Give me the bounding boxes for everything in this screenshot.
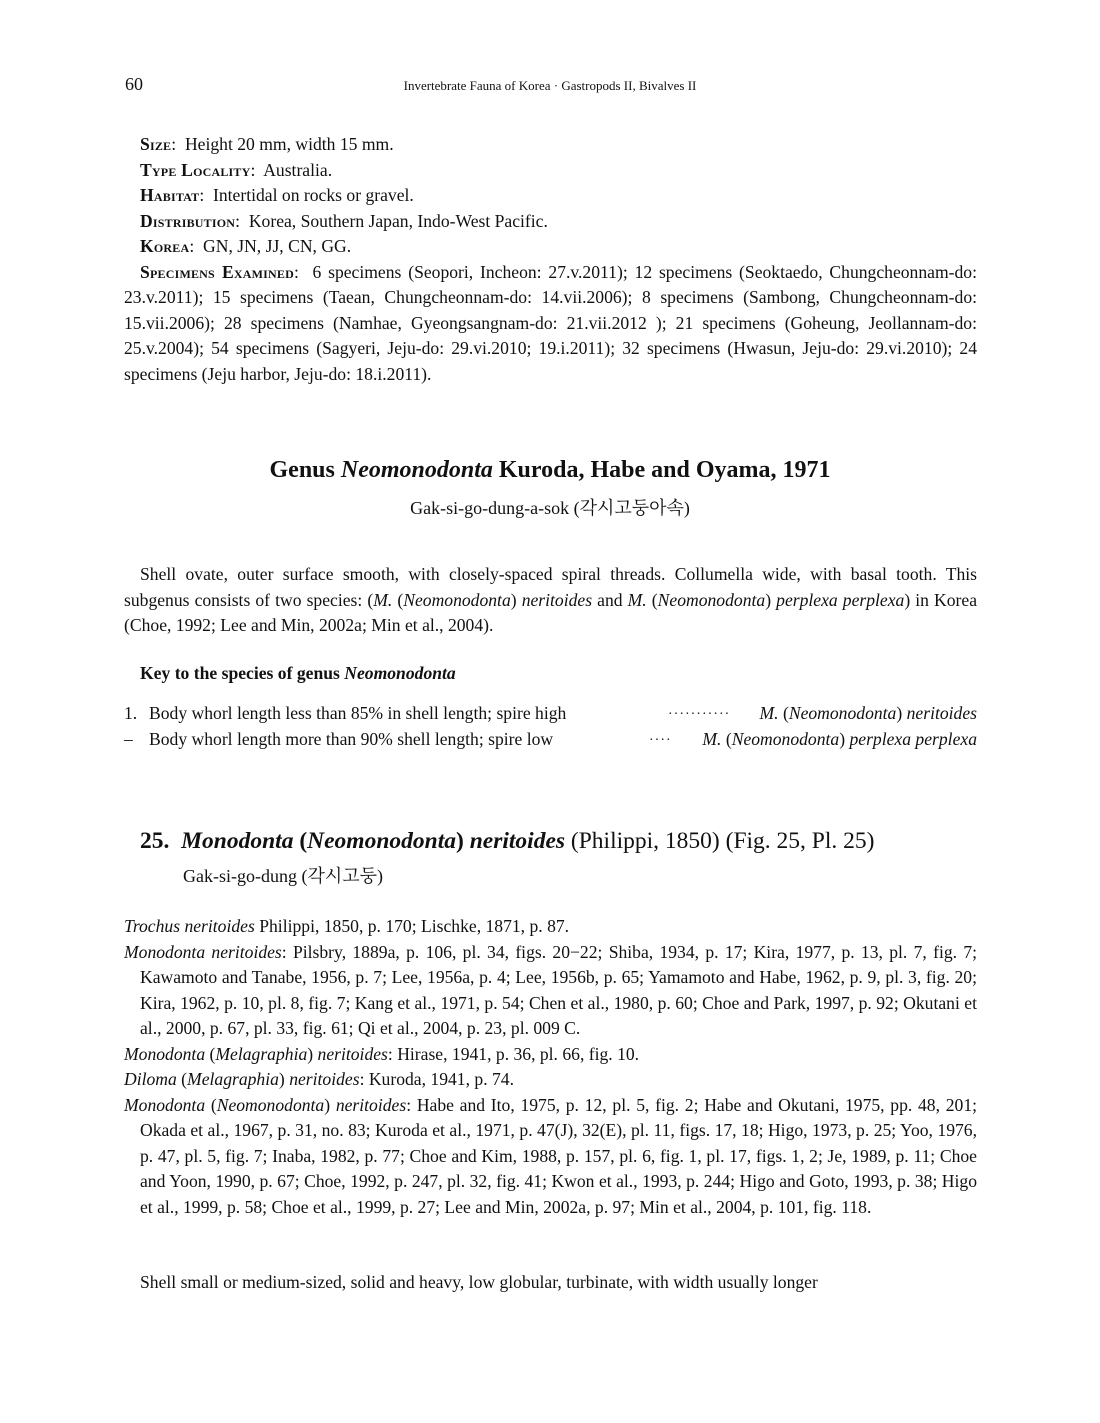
- specimens-value: 6 specimens (Seopori, Incheon: 27.v.2011); 12 specimens (Seoktaedo, Chungcheonnam-do: 23.v.2011); 15 specimens (Taean, Chungcheonnam-do: 14.vii.2006); 8 specimens (Sambong, Chungcheonnam-do: 15.vii.2006); 28 specimens (Namhae, Gyeongsangnam-do: 21.vii.2012 ); 21 specimens (Goheung, Jeollannam-do: 25.v.2004); 54 specimens (Sagyeri, Jeju-do: 29.vi.2010; 19.i.2011); 32 specimens (Hwasun, Jeju-do: 29.vi.2010); 24 specimens (Jeju harbor, Jeju-do: 18.i.2011).: [124, 261, 977, 384]
- running-header: [0, 74, 1100, 98]
- korea-value: GN, JN, JJ, CN, GG.: [203, 236, 352, 256]
- type-locality-label: Type Locality: [140, 159, 251, 180]
- specimens-field: Specimens Examined: 6 specimens (Seopori, Incheon: 27.v.2011); 12 specimens (Seoktaedo, Chungcheonnam-do: 23.v.2011); 15 specimens (Taean, Chungcheonnam-do: 14.vii.2006); 8 specimens (Sambong, Chungcheonnam-do: 15.vii.2006); 28 specimens (Namhae, Gyeongsangnam-do: 21.vii.2012 ); 21 specimens (Goheung, Jeollannam-do: 25.v.2004); 54 specimens (Sagyeri, Jeju-do: 29.vi.2010; 19.i.2011); 32 specimens (Hwasun, Jeju-do: 29.vi.2010); 24 specimens (Jeju harbor, Jeju-do: 18.i.2011).: [124, 261, 977, 384]
- key-row-text: Body whorl length more than 90% shell length; spire low: [149, 728, 554, 749]
- genus-description: Shell ovate, outer surface smooth, with closely-spaced spiral threads. Collumella wide, with basal tooth. This subgenus consists of two species: (M. (Neomonodonta) neritoides and M. (Neomonodonta) perplexa perplexa) in Korea (Choe, 1992; Lee and Min, 2002a; Min et al., 2004).: [124, 564, 978, 635]
- distribution-value: Korea, Southern Japan, Indo-West Pacific.: [248, 210, 548, 231]
- synonym-entry: Monodonta (Neomonodonta) neritoides: Habe and Ito, 1975, p. 12, pl. 5, fig. 2; Habe and Okutani, 1975, pp. 48, 201; Okada et al., 1967, p. 31, no. 83; Kuroda et al., 1971, p. 47(J), 32(E), pl. 11, figs. 17, 18; Higo, 1973, p. 25; Yoo, 1976, p. 47, pl. 5, fig. 7; Inaba, 1982, p. 77; Choe and Kim, 1988, p. 157, pl. 6, fig. 1, pl. 17, figs. 1, 2; Je, 1989, p. 11; Choe and Yoon, 1990, p. 67; Choe, 1992, p. 247, pl. 32, fig. 41; Kwon et al., 1993, p. 244; Higo and Goto, 1993, p. 38; Higo et al., 1999, p. 58; Choe et al., 1999, p. 27; Lee and Min, 2002a, p. 97; Min et al., 2004, p. 101, fig. 118.: [124, 1094, 977, 1217]
- size-value: Height 20 mm, width 15 mm.: [184, 134, 394, 154]
- species-heading: 25. Monodonta (Neomonodonta) neritoides (Philippi, 1850) (Fig. 25, Pl. 25): [140, 828, 875, 854]
- size-field: Size: Height 20 mm, width 15 mm.: [140, 134, 394, 154]
- distribution-field: Distribution: Korea, Southern Japan, Indo-West Pacific.: [140, 210, 548, 231]
- species-number: 25.: [140, 828, 170, 854]
- key-row-number: 1.: [124, 702, 138, 723]
- genus-prefix: Genus: [269, 457, 335, 483]
- size-label: Size: [140, 134, 172, 154]
- synonym-entry: Monodonta (Melagraphia) neritoides: Hirase, 1941, p. 36, pl. 66, fig. 10.: [124, 1043, 640, 1064]
- key-heading: Key to the species of genus Neomonodonta: [140, 663, 456, 683]
- species-fields: [124, 132, 977, 387]
- key-row-result: M. (Neomonodonta) perplexa perplexa: [702, 728, 977, 749]
- species-subgenus: Neomonodonta: [307, 828, 457, 854]
- species-korean-name: Gak-si-go-dung (각시고둥): [183, 866, 384, 886]
- synonym-entry: Monodonta neritoides: Pilsbry, 1889a, p. 106, pl. 34, figs. 20−22; Shiba, 1934, p. 17; Kira, 1977, p. 13, pl. 7, fig. 7; Kawamoto and Tanabe, 1956, p. 7; Lee, 1956a, p. 4; Lee, 1956b, p. 65; Yamamoto and Habe, 1962, p. 9, pl. 3, fig. 20; Kira, 1962, p. 10, pl. 8, fig. 7; Kang et al., 1971, p. 54; Chen et al., 1980, p. 60; Choe and Park, 1997, p. 92; Okutani et al., 2000, p. 67, pl. 33, fig. 61; Qi et al., 2004, p. 23, pl. 009 C.: [124, 941, 978, 1038]
- habitat-label: Habitat: [140, 185, 200, 205]
- species-authority: (Philippi, 1850): [570, 828, 720, 854]
- key-row-leader: ···········: [668, 706, 731, 722]
- species-figures: (Fig. 25, Pl. 25): [725, 828, 875, 854]
- key-row-text: Body whorl length less than 85% in shell length; spire high: [149, 702, 567, 723]
- korea-label: Korea: [140, 236, 190, 256]
- specimens-label: Specimens Examined: [140, 261, 294, 282]
- page-number: 60: [125, 74, 143, 94]
- running-title: Invertebrate Fauna of Korea · Gastropods II, Bivalves II: [403, 78, 697, 93]
- species-genus: Monodonta: [181, 828, 294, 854]
- key-row-1: [124, 701, 977, 727]
- key-row-result: M. (Neomonodonta) neritoides: [759, 702, 977, 723]
- synonym-entry: Diloma (Melagraphia) neritoides: Kuroda, 1941, p. 74.: [124, 1069, 514, 1089]
- genus-name: Neomonodonta: [340, 457, 493, 483]
- genus-korean-name: Gak-si-go-dung-a-sok (각시고둥아속): [410, 498, 690, 518]
- species-name: neritoides: [469, 828, 566, 854]
- key-row-number: –: [124, 728, 133, 749]
- type-locality-value: Australia.: [263, 159, 333, 180]
- genus-authority: Kuroda, Habe and Oyama, 1971: [498, 457, 831, 483]
- species-description: Shell small or medium-sized, solid and heavy, low globular, turbinate, with width usually longer: [140, 1272, 818, 1292]
- habitat-value: Intertidal on rocks or gravel.: [213, 185, 414, 205]
- distribution-label: Distribution: [140, 210, 236, 231]
- key-row-leader: ····: [649, 732, 672, 748]
- key-row-2: [124, 727, 977, 753]
- synonymy-list: [124, 914, 977, 1220]
- synonym-entry: Trochus neritoides Philippi, 1850, p. 170; Lischke, 1871, p. 87.: [124, 916, 570, 936]
- species-key: [124, 661, 977, 753]
- korea-field: Korea: GN, JN, JJ, CN, GG.: [140, 236, 352, 256]
- habitat-field: Habitat: Intertidal on rocks or gravel.: [140, 185, 414, 205]
- type-locality-field: Type Locality: Australia.: [140, 159, 333, 180]
- genus-heading: [0, 457, 1100, 484]
